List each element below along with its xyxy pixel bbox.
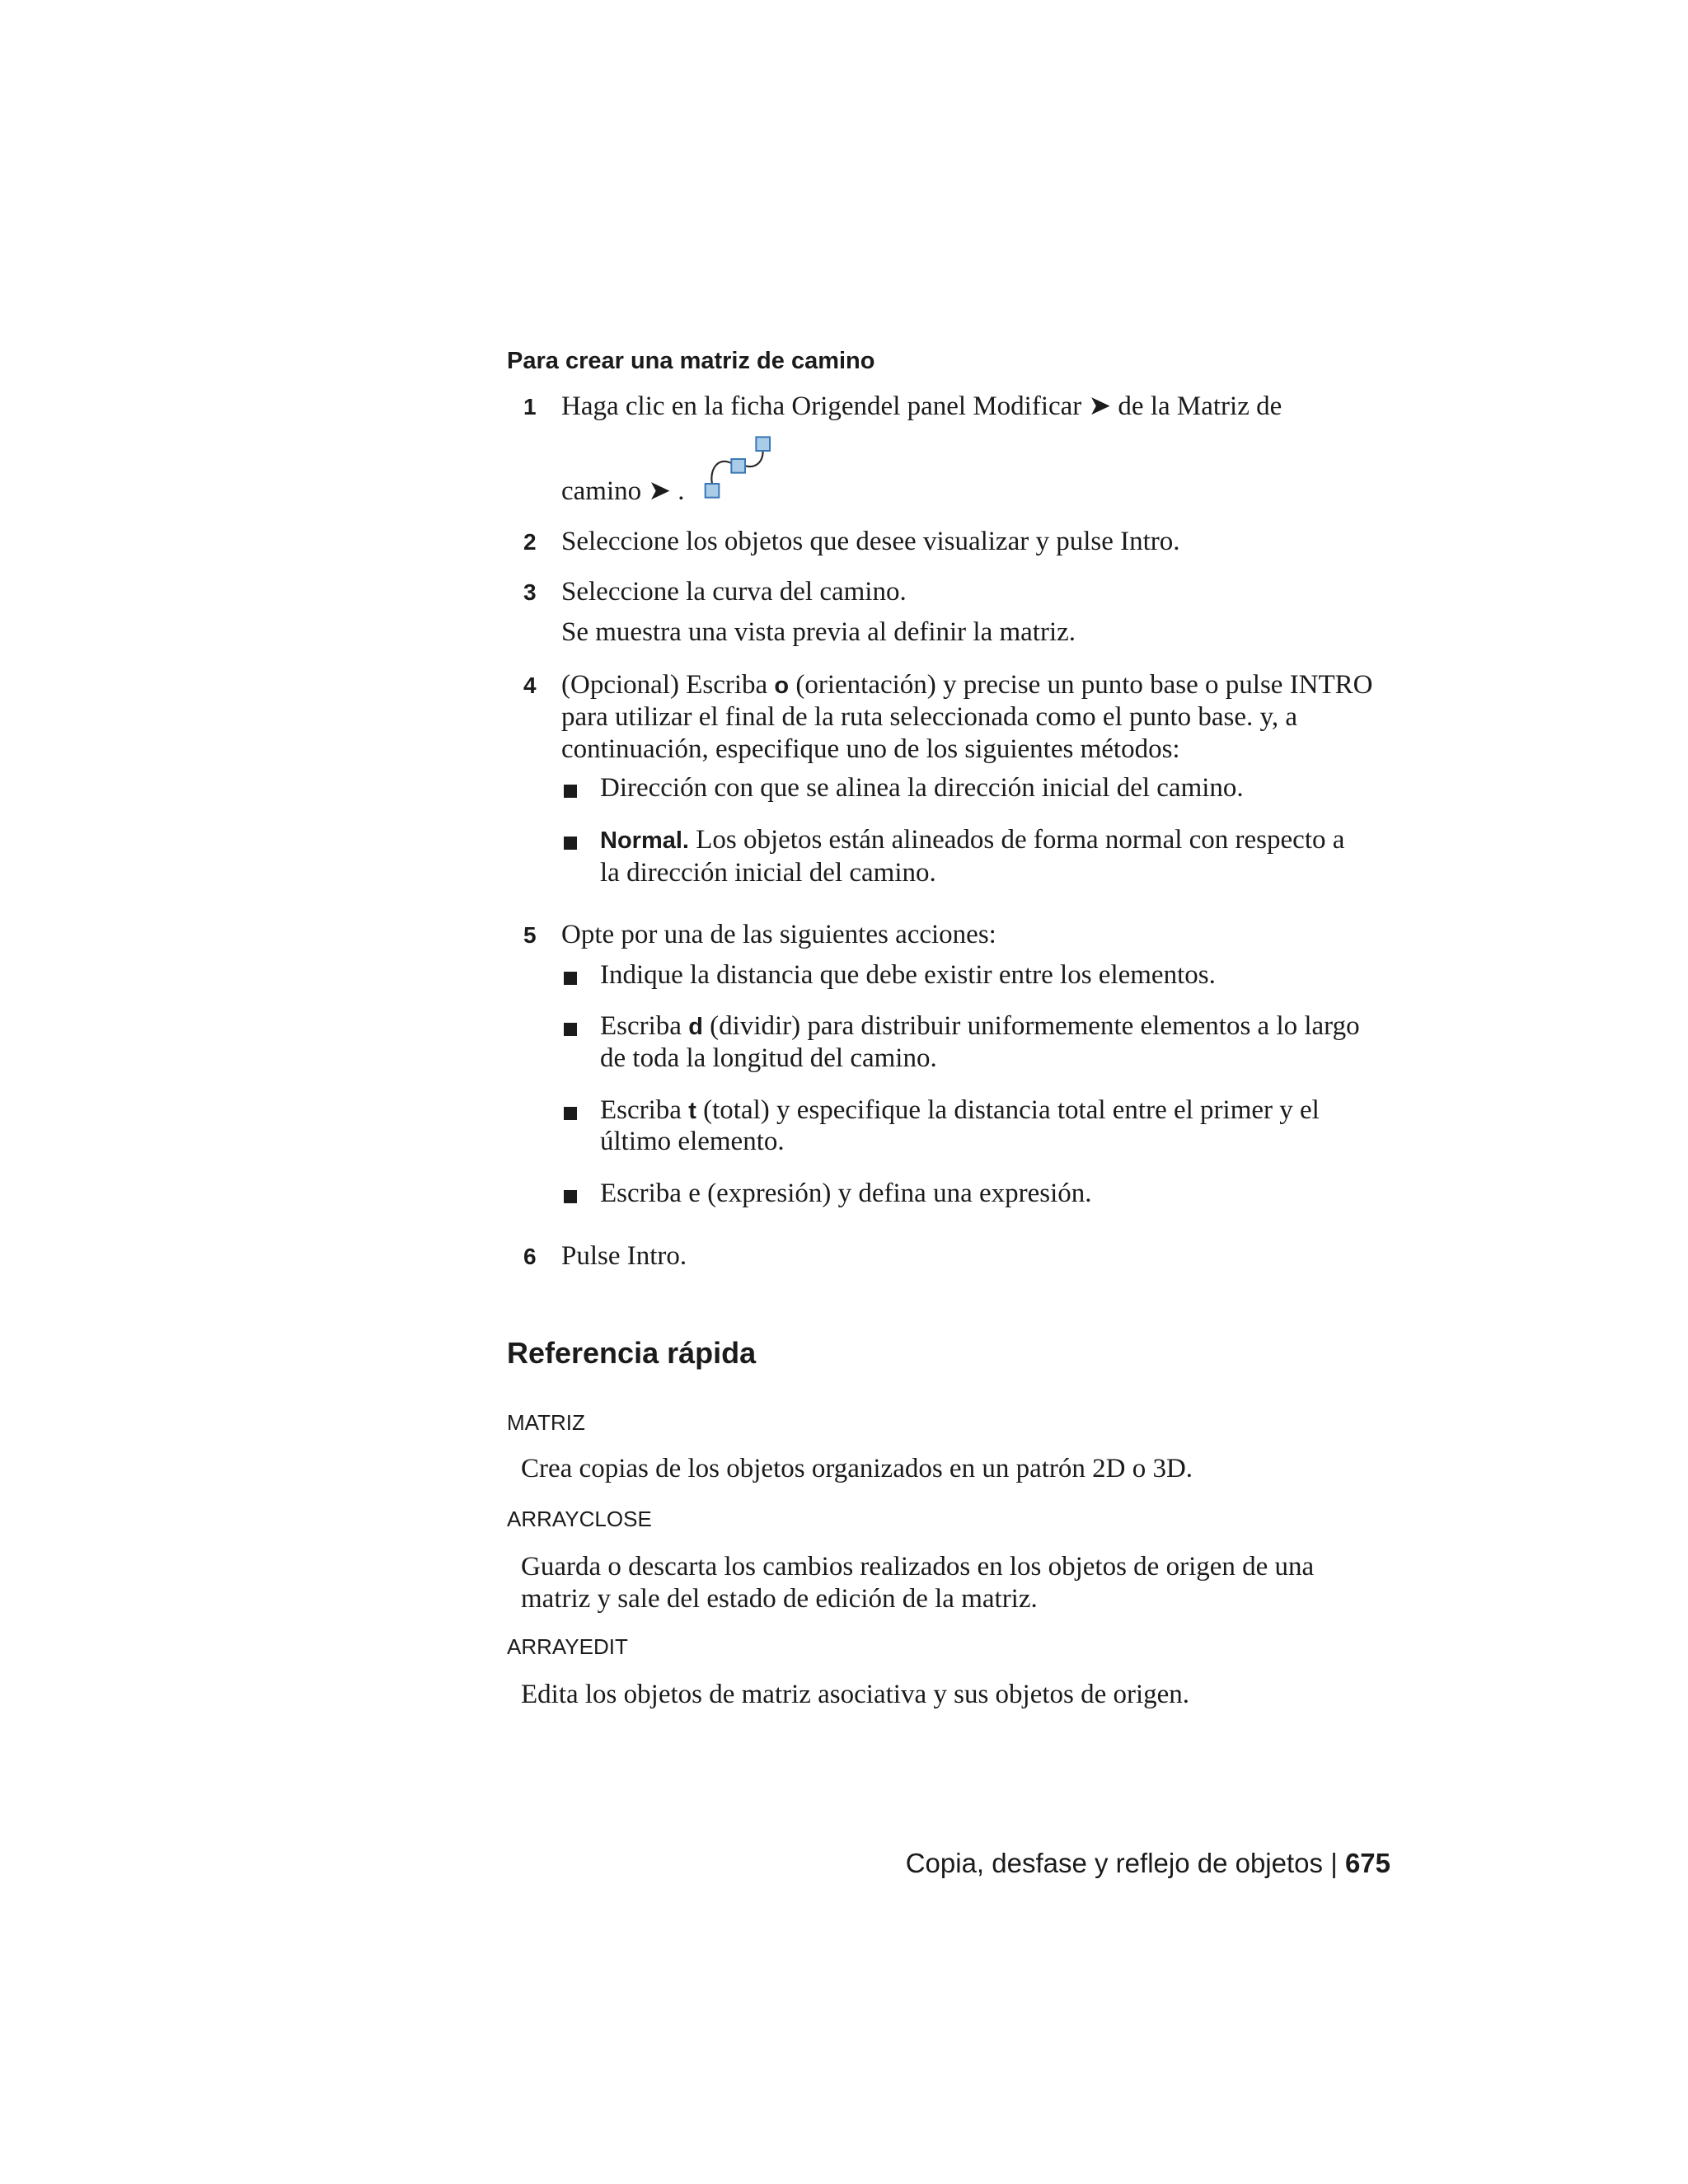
- step-4-text-line-2: para utilizar el final de la ruta seleccionada como el punto base. y, a: [561, 702, 1298, 732]
- bullet-icon: [564, 972, 577, 985]
- bullet-icon: [564, 1107, 577, 1120]
- bullet-item-text: Los objetos están alineados de forma normal con respecto a: [688, 825, 1345, 855]
- command-name: MATRIZ: [507, 1410, 585, 1435]
- bullet-item-end: (total) y especifique la distancia total entre el primer y el: [696, 1095, 1320, 1125]
- step-3-text: Seleccione la curva del camino.: [561, 577, 907, 607]
- keyword-option: o: [774, 673, 790, 699]
- bullet-icon: [564, 1023, 577, 1036]
- step-number: 5: [523, 922, 537, 948]
- page-number: 675: [1344, 1848, 1390, 1878]
- bullet-item: [600, 1094, 1320, 1127]
- keyword-option: d: [688, 1014, 703, 1040]
- bullet-term: Normal.: [600, 827, 689, 854]
- bullet-item-start: Escriba: [600, 1011, 689, 1041]
- page-footer: [906, 1847, 1390, 1880]
- step-number: 4: [523, 673, 537, 698]
- bullet-item: Escriba e (expresión) y defina una expresión.: [600, 1179, 1092, 1208]
- path-array-icon: [701, 434, 773, 500]
- footer-separator: |: [1330, 1848, 1338, 1878]
- step-4-text: [561, 668, 1373, 702]
- command-description: Edita los objetos de matriz asociativa y sus objetos de origen.: [521, 1680, 1190, 1709]
- command-description-continued: matriz y sale del estado de edición de la matriz.: [521, 1584, 1038, 1614]
- bullet-item: Dirección con que se alinea la dirección inicial del camino.: [600, 773, 1244, 803]
- step-2-text: Seleccione los objetos que desee visualizar y pulse Intro.: [561, 527, 1180, 556]
- step-4-text-line-3: continuación, especifique uno de los siguientes métodos:: [561, 734, 1180, 764]
- step-1-text-continued: camino ➤ .: [561, 476, 685, 506]
- command-description: Guarda o descarta los cambios realizados en los objetos de origen de una: [521, 1552, 1315, 1582]
- bullet-icon: [564, 1190, 577, 1203]
- bullet-item: Indique la distancia que debe existir entre los elementos.: [600, 960, 1216, 990]
- step-4-text-start: (Opcional) Escriba: [561, 670, 775, 700]
- step-6-text: Pulse Intro.: [561, 1241, 687, 1271]
- bullet-icon: [564, 785, 577, 798]
- step-number: 6: [523, 1244, 537, 1269]
- procedure-title: Para crear una matriz de camino: [507, 348, 875, 374]
- bullet-icon: [564, 837, 577, 850]
- step-number: 2: [523, 529, 537, 555]
- bullet-item-continued: la dirección inicial del camino.: [600, 858, 936, 888]
- step-1-text: Haga clic en la ficha Origendel panel Modificar ➤ de la Matriz de: [561, 391, 1282, 421]
- footer-section-title: Copia, desfase y reflejo de objetos: [905, 1848, 1324, 1878]
- step-4-text-end: (orientación) y precise un punto base o pulse INTRO: [789, 670, 1373, 700]
- step-number: 3: [523, 579, 537, 605]
- bullet-item-continued: último elemento.: [600, 1127, 785, 1156]
- bullet-item: [600, 823, 1344, 857]
- command-description: Crea copias de los objetos organizados en un patrón 2D o 3D.: [521, 1454, 1193, 1483]
- keyword-option: t: [688, 1098, 696, 1124]
- bullet-item: [600, 1010, 1360, 1043]
- step-5-text: Opte por una de las siguientes acciones:: [561, 920, 996, 949]
- bullet-item-continued: de toda la longitud del camino.: [600, 1043, 937, 1073]
- bullet-item-end: (dividir) para distribuir uniformemente elementos a lo largo: [702, 1011, 1360, 1041]
- step-3-note: Se muestra una vista previa al definir la matriz.: [561, 617, 1076, 647]
- step-number: 1: [523, 394, 537, 419]
- bullet-item-start: Escriba: [600, 1095, 689, 1125]
- command-name: ARRAYEDIT: [507, 1634, 628, 1659]
- command-name: ARRAYCLOSE: [507, 1507, 652, 1531]
- quick-reference-title: Referencia rápida: [507, 1336, 757, 1370]
